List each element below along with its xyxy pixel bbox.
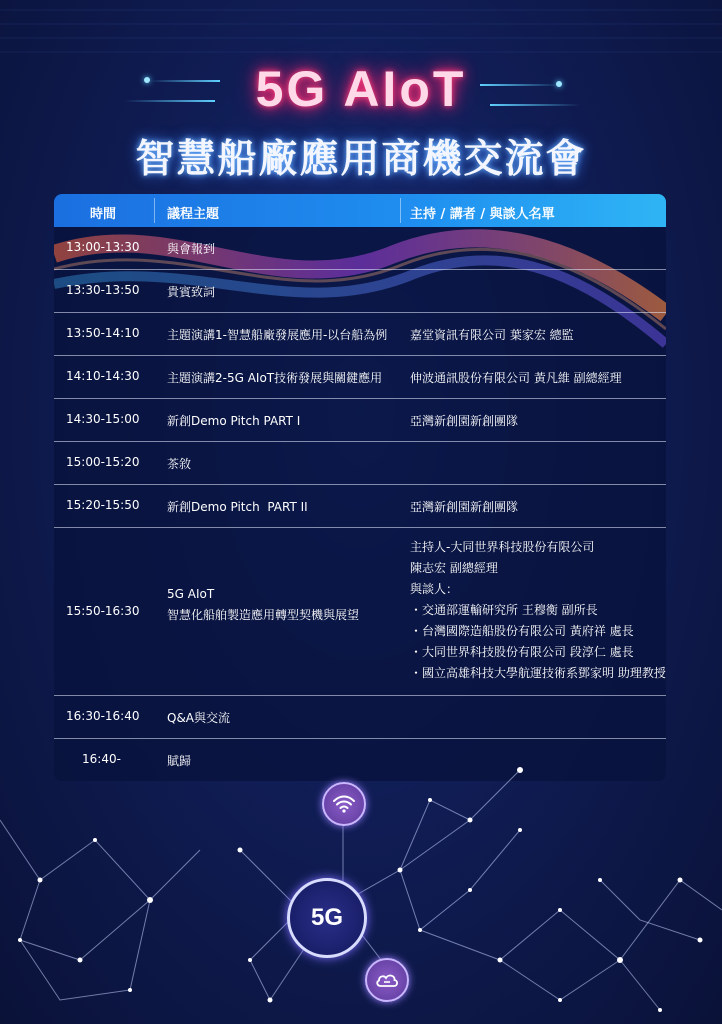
table-row xyxy=(54,696,666,739)
panel-list xyxy=(410,537,666,684)
row-time: 15:50-16:30 xyxy=(66,604,140,618)
table-row xyxy=(54,356,666,399)
header-host: 主持 / 講者 / 與談人名單 xyxy=(410,207,555,222)
table-header xyxy=(54,194,666,227)
table-row xyxy=(54,528,666,696)
table-row xyxy=(54,485,666,528)
panel-line: ・大同世界科技股份有限公司 段淳仁 處長 xyxy=(410,645,634,659)
row-time: 13:50-14:10 xyxy=(66,326,140,340)
panel-line: ・國立高雄科技大學航運技術系鄧家明 助理教授 xyxy=(410,666,666,680)
panel-line: 與談人： xyxy=(410,582,459,596)
cloud-badge xyxy=(365,958,409,1002)
5g-badge: 5G xyxy=(287,878,367,958)
topic-line: 智慧化船舶製造應用轉型契機與展望 xyxy=(167,608,360,622)
table-row xyxy=(54,270,666,313)
header-topic: 議程主題 xyxy=(167,207,220,222)
row-topic xyxy=(167,584,359,626)
table-row xyxy=(54,442,666,485)
row-topic: 茶敘 xyxy=(167,457,192,471)
header-divider xyxy=(154,198,155,223)
event-subtitle: 智慧船廠應用商機交流會 xyxy=(135,137,587,182)
row-time: 16:30-16:40 xyxy=(66,709,140,723)
row-topic: 賦歸 xyxy=(167,754,192,768)
row-topic: 與會報到 xyxy=(167,242,216,256)
row-topic: 主題演講1-智慧船廠發展應用-以台船為例 xyxy=(167,328,388,342)
row-host: 亞灣新創園新創團隊 xyxy=(410,500,519,514)
panel-line: 主持人-大同世界科技股份有限公司 xyxy=(410,540,595,554)
row-host: 亞灣新創園新創團隊 xyxy=(410,414,519,428)
panel-line: ・交通部運輸研究所 王穆衡 副所長 xyxy=(410,603,598,617)
panel-line: ・台灣國際造船股份有限公司 黃府祥 處長 xyxy=(410,624,634,638)
table-row xyxy=(54,313,666,356)
row-host: 嘉堂資訊有限公司 葉家宏 總監 xyxy=(410,328,574,342)
row-time: 14:30-15:00 xyxy=(66,412,140,426)
row-time: 15:00-15:20 xyxy=(66,455,140,469)
row-topic: 主題演講2-5G AIoT技術發展與關鍵應用 xyxy=(167,371,383,385)
row-time: 13:00-13:30 xyxy=(66,240,140,254)
wifi-badge xyxy=(322,782,366,826)
header-divider xyxy=(400,198,401,223)
table-row xyxy=(54,399,666,442)
row-time: 16:40- xyxy=(82,752,121,766)
row-topic: 新創Demo Pitch PART II xyxy=(167,500,308,514)
table-row xyxy=(54,227,666,270)
header-time: 時間 xyxy=(90,207,117,222)
topic-line: 5G AIoT xyxy=(167,587,215,601)
agenda-table xyxy=(54,194,666,781)
panel-line: 陳志宏 副總經理 xyxy=(410,561,498,575)
row-time: 15:20-15:50 xyxy=(66,498,140,512)
cloud-icon xyxy=(375,971,399,989)
event-title: 5G AIoT xyxy=(255,61,467,117)
row-time: 14:10-14:30 xyxy=(66,369,140,383)
wifi-icon xyxy=(332,794,356,814)
row-topic: 貴賓致詞 xyxy=(167,285,216,299)
row-topic: 新創Demo Pitch PART I xyxy=(167,414,301,428)
row-time: 13:30-13:50 xyxy=(66,283,140,297)
row-topic: Q&A與交流 xyxy=(167,711,231,725)
row-host: 伸波通訊股份有限公司 黃凡維 副總經理 xyxy=(410,371,622,385)
